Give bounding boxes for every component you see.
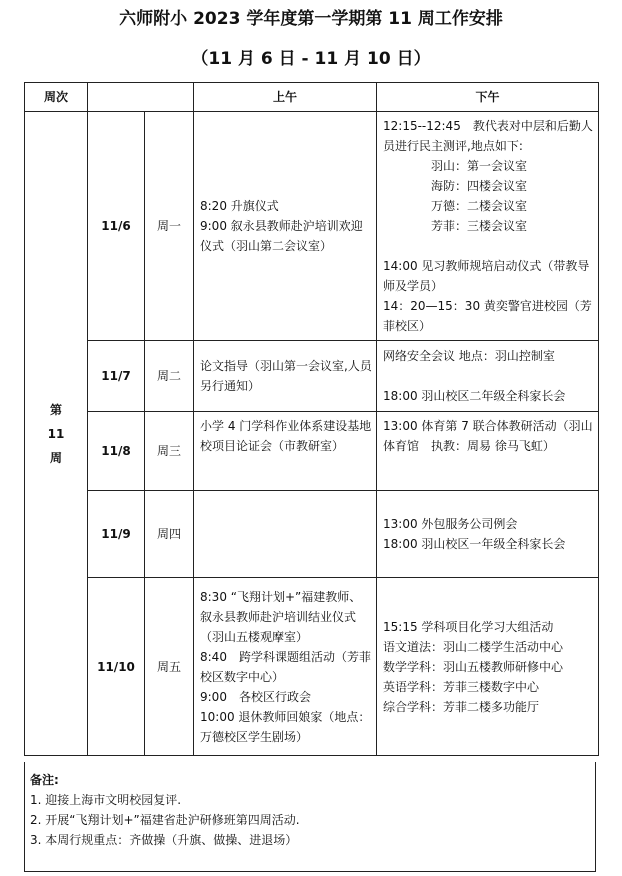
table-row (25, 578, 599, 756)
morning-entry: 9:00 叙永县教师赴沪培训欢迎仪式（羽山第二会议室） (200, 219, 363, 253)
date-cell: 11/10 (88, 578, 145, 756)
table-row (25, 341, 599, 412)
table-row (25, 491, 599, 578)
afternoon-cell (377, 341, 599, 412)
week-label-part: 周 (49, 450, 62, 465)
afternoon-entry: 综合学科：芳菲二楼多功能厅 (383, 699, 540, 714)
header-afternoon: 下午 (377, 83, 599, 112)
afternoon-entry: 13:00 体育第 7 联合体教研活动（羽山体育馆 执教：周易 徐马飞虹） (383, 419, 593, 453)
afternoon-entry: 英语学科：芳菲三楼数字中心 (383, 679, 540, 694)
weekday-cell: 周四 (145, 491, 194, 578)
afternoon-entry: 18:00 羽山校区二年级全科家长会 (383, 389, 566, 403)
header-date-day (88, 83, 194, 112)
afternoon-entry: 12:15--12:45 教代表对中层和后勤人员进行民主测评,地点如下: (383, 119, 593, 153)
afternoon-entry: 语文道法：羽山二楼学生活动中心 (383, 639, 564, 654)
weekday-cell: 周一 (145, 112, 194, 341)
morning-entry: 论文指导（羽山第一会议室,人员另行通知） (200, 359, 372, 393)
afternoon-entry: 羽山：第一会议室 (431, 159, 528, 173)
notes-title: 备注: (30, 773, 59, 787)
morning-cell (194, 112, 377, 341)
header-morning: 上午 (194, 83, 377, 112)
weekday-cell: 周五 (145, 578, 194, 756)
morning-entry: 8:30 “飞翔计划+”福建教师、叙永县教师赴沪培训结业仪式（羽山五楼观摩室） (200, 589, 362, 644)
afternoon-cell (377, 578, 599, 756)
afternoon-entry: 15:15 学科项目化学习大组活动 (383, 619, 554, 634)
afternoon-cell (377, 491, 599, 578)
afternoon-entry: 芳菲：三楼会议室 (431, 219, 528, 233)
afternoon-entry: 网络安全会议 地点：羽山控制室 (383, 349, 555, 363)
notes-section (24, 762, 596, 872)
table-row (25, 412, 599, 491)
header-row (25, 83, 599, 112)
weekday-cell: 周三 (145, 412, 194, 491)
date-cell: 11/9 (88, 491, 145, 578)
morning-cell (194, 491, 377, 578)
date-cell: 11/6 (88, 112, 145, 341)
afternoon-entry: 万德：二楼会议室 (431, 199, 528, 213)
schedule-table (24, 82, 599, 756)
weekday-cell: 周二 (145, 341, 194, 412)
spacer (383, 366, 594, 386)
morning-cell (194, 341, 377, 412)
afternoon-entry: 18:00 羽山校区一年级全科家长会 (383, 537, 566, 551)
morning-cell (194, 412, 377, 491)
morning-entry: 9:00 各校区行政会 (200, 689, 311, 704)
afternoon-entry: 14：20—15：30 黄奕警官进校园（芳菲校区） (383, 299, 592, 333)
spacer (383, 236, 594, 256)
morning-entry: 10:00 退休教师回娘家（地点：万德校区学生剧场） (200, 709, 371, 744)
date-cell: 11/7 (88, 341, 145, 412)
morning-entry: 小学 4 门学科作业体系建设基地校项目论证会（市教研室） (200, 419, 372, 453)
afternoon-entry: 数学学科：羽山五楼教师研修中心 (383, 659, 564, 674)
date-range-subtitle: （11 月 6 日 - 11 月 10 日） (191, 49, 431, 69)
morning-entry: 8:20 升旗仪式 (200, 199, 279, 213)
note-item: 2. 开展“飞翔计划+”福建省赴沪研修班第四周活动. (30, 813, 300, 827)
table-row (25, 112, 599, 341)
morning-entry: 8:40 跨学科课题组活动（芳菲校区数字中心） (200, 649, 371, 684)
morning-cell (194, 578, 377, 756)
note-item: 3. 本周行规重点：齐做操（升旗、做操、进退场） (30, 833, 298, 847)
page-title: 六师附小 2023 学年度第一学期第 11 周工作安排 (119, 9, 503, 29)
week-number-cell (25, 112, 88, 756)
week-label-part: 第 (49, 402, 62, 417)
header-week: 周次 (25, 83, 88, 112)
date-cell: 11/8 (88, 412, 145, 491)
afternoon-cell (377, 412, 599, 491)
afternoon-entry: 13:00 外包服务公司例会 (383, 517, 518, 531)
week-label-part: 11 (47, 426, 65, 441)
afternoon-entry: 14:00 见习教师规培启动仪式（带教导师及学员） (383, 259, 590, 293)
note-item: 1. 迎接上海市文明校园复评. (30, 793, 182, 807)
afternoon-cell (377, 112, 599, 341)
afternoon-entry: 海防：四楼会议室 (431, 179, 528, 193)
